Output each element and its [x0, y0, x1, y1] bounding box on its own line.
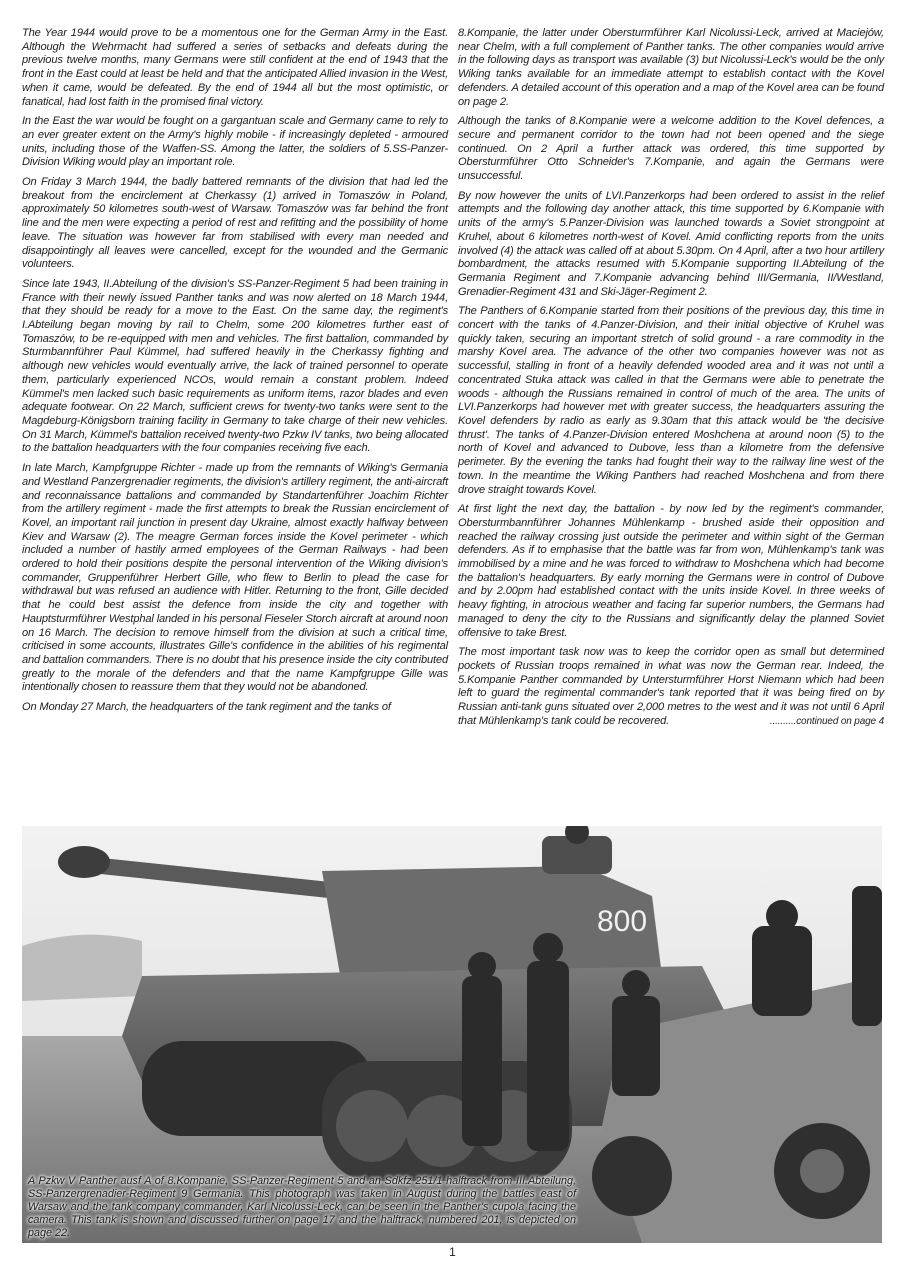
paragraph: On Monday 27 March, the headquarters of the tank regiment and the tanks of	[22, 701, 391, 714]
article-body	[22, 27, 884, 817]
paragraph: Since late 1943, II.Abteilung of the division's SS-Panzer-Regiment 5 had been training in France with their newly issued Panther tanks and was now alerted on 18 March 1944, that they should be ready for a move to the East. On the same day, the regiment's I.Abteilung began moving by rail to Chelm, some 200 kilometres further east of Tomaszów, to be re-equipped with men and vehicles. The first battalion, commanded by Sturmbannführer Paul Kümmel, had suffered heavily in the Cherkassy fighting and although new vehicles would eventually arrive, the lack of trained personnel to operate them, particularly experienced NCOs, would remain a constant problem. Indeed Kümmel's men lacked such basic requirements as uniform items, razor blades and even adequate footwear. On 22 March, sufficient crews for twenty-two tanks were sent to the Magdeburg-Königsborn training facility in Germany to take charge of their new vehicles. On 31 March, Kümmel's battalion received twenty-two Pzkw IV tanks, two being allocated to the battalion headquarters with the four companies receiving five each.	[22, 277, 448, 455]
turret-number: 800	[597, 905, 648, 938]
paragraph: At first light the next day, the battalion - by now led by the regiment's commander, Obersturmbannführer Johannes Mühlenkamp - brushed aside their opposition and reached the railway crossing just outside the perimeter and within sight of the German defenders. As if to emphasise that the battle was far from won, Mühlenkamp's tank was immobilised by a mine and he was forced to withdraw to Moshchena which had become the battalion's headquarters. By early morning the Germans were in control of Dubove and by 2.00pm had established contact with the units inside Kovel. In three weeks of heavy fighting, in atrocious weather and facing far superior numbers, the Germans had managed to deny the city to the Russians and significantly delay the planned Soviet offensive to take Brest.	[458, 503, 884, 639]
paragraph: By now however the units of LVI.Panzerkorps had been ordered to assist in the relief attempts and the following day another attack, this time supported by 6.Kompanie with units of the army's 5.Panzer-Division was launched towards a Soviet strongpoint at Kruhel, about 6 kilometres north-west of Kovel. Amid conflicting reports from the units involved (4) the attack was called off at about 5.30pm. On 4 April, after a two hour artillery bombardment, the attacks resumed with 5.Kompanie supporting II.Abteilung of the Germania Regiment and 7.Kompanie advancing behind III/Germania, II/Westland, Grenadier-Regiment 431 and Ski-Jäger-Regiment 2.	[458, 189, 884, 298]
road-wheels	[336, 1090, 548, 1167]
paragraph: The Panthers of 6.Kompanie started from their positions of the previous day, this time in concert with the tanks of 4.Panzer-Division, and their initial objective of Kruhel was quickly taken, securing an important stretch of solid ground - a rare commodity in the marshy Kovel area. The advance of the other two companies however was not as successful, stalling in front of a heavily defended wooded area and it was not until a concentrated Stuka attack was called in that the Germans were able to penetrate the woods - although the Russians remained in control of much of the area. The units of LVI.Panzerkorps had however met with greater success, the headquarters assuring the Kovel defenders by radio as early as 9.30am that this attack would be 'the decisive thrust'. The tanks of 4.Panzer-Division entered Moshchena at around noon (5) to the north of Kovel and advanced to Dubove, less than a kilometre from the defensive perimeter. By the evening the tanks had fought their way to the railway line west of the town. In the meantime the Wiking Panthers had reached Moshchena and from there drove straight towards Kovel.	[458, 305, 884, 496]
paragraph: 8.Kompanie, the latter under Obersturmführer Karl Nicolussi-Leck, arrived at Maciejów, near Chelm, with a full complement of Panther tanks. The other companies would arrive in the following days as transport was available (3) but Nicolussi-Leck's would be the only Wiking tanks available for an immediate attempt to establish contact with the Kovel defenders. A detailed account of this operation and a map of the Kovel area can be found on page 2.	[458, 27, 884, 108]
paragraph: On Friday 3 March 1944, the badly battered remnants of the division that had led the breakout from the encirclement at Cherkassy (1) arrived in Tomaszów in Poland, approximately 50 kilometres south-west of Warsaw. Tomaszów was far behind the front line and the men were expecting a period of rest and refitting and the possibility of home leave. The situation was however far from stabilised with every man needed and disappointingly all leaves were cancelled, except for the wounded and the Germanic volunteers.	[22, 176, 448, 271]
muzzle-brake	[58, 846, 110, 878]
continued-note: ..........continued on page 4	[769, 715, 884, 727]
paragraph: In late March, Kampfgruppe Richter - made up from the remnants of Wiking's Germania and Westland Panzergrenadier regiments, the division's artillery regiment, the anti-aircraft and reconnaissance battalions and commanded by Standartenführer Joachim Richter from the artillery regiment - made the first attempts to break the Russian encirclement of Kovel, an important rail junction in present day Ukraine, almost exactly halfway between Kiev and Warsaw (2). The meagre German forces inside the Kovel perimeter - which included a number of hastily armed employees of the German Railways - had been ordered to hold their positions despite the personal intervention of the Wiking division's commander, Gruppenführer Herbert Gille, who flew to Berlin to plead the case for withdrawal but was refused an audience with Hitler. Returning to the front, Gille decided that he could best assist the defence from inside the city and together with Hauptsturmführer Westphal landed in his personal Fieseler Storch aircraft at around noon on 16 March. The decision to remove himself from the division at such a critical time, criticised in some accounts, illustrates Gille's confidence in the abilities of his regimental and battalion commanders. There is no doubt that his presence inside the city contributed greatly to the morale of the defenders and that the name Kampfgruppe Gille was intentionally chosen to reassure them that they would not be abandoned.	[22, 462, 448, 694]
halftrack-front-wheel	[592, 1136, 672, 1216]
halftrack-hub	[800, 1149, 844, 1193]
paragraph: The Year 1944 would prove to be a momentous one for the German Army in the East. Although the Wehrmacht had suffered a series of setbacks and defeats during the previous twelve months, many Germans were still confident at the end of 1943 that the front in the East could at least be held and that the anticipated Allied invasion in the West, when it came, would be defeated. By the end of 1944 all but the most optimistic, or fanatical, had lost faith in the promised final victory.	[22, 27, 448, 108]
page-number: 1	[449, 1245, 456, 1259]
trees	[22, 935, 142, 1001]
paragraph: In the East the war would be fought on a gargantuan scale and Germany came to rely to an ever greater extent on the Army's highly mobile - if increasingly depleted - armoured units, including those of the Waffen-SS. Among the latter, the soldiers of 5.SS-Panzer-Division Wiking would play an important role.	[22, 115, 448, 169]
paragraph-text: The most important task now was to keep the corridor open as small but determined pockets of Russian troops remained in what was now the German rear. Indeed, the 5.Kompanie Panther commanded by Untersturmführer Horst Niemann which had been left to guard the regimental commander's tank reported that it was being fired on by Russian anti-tank guns situated over 2,000 metres to the west and it was not until 6 April that Mühlenkamp's tank could be recovered.	[458, 646, 884, 727]
right-column	[458, 27, 884, 817]
paragraph	[458, 646, 884, 728]
photo-caption: A Pzkw V Panther ausf A of 8.Kompanie, SS-Panzer-Regiment 5 and an Sdkfz 251/1 halftrack from III.Abteilung, SS-Panzergrenadier-Regiment 9 Germania. This photograph was taken in August during the battles east of Warsaw and the tank company commander, Karl Nicolussi-Leck, can be seen in the Panther's cupola facing the camera. This tank is shown and discussed further on page 17 and the halftrack, numbered 201, is depicted on page 22.	[28, 1175, 576, 1239]
left-column	[22, 27, 448, 817]
paragraph: Although the tanks of 8.Kompanie were a welcome addition to the Kovel defences, a secure and permanent corridor to the town had not been opened and the siege continued. On 2 April a further attack was ordered, this time supported by Obersturmführer Otto Schneider's 7.Kompanie, and again the Germans were unsuccessful.	[458, 115, 884, 183]
